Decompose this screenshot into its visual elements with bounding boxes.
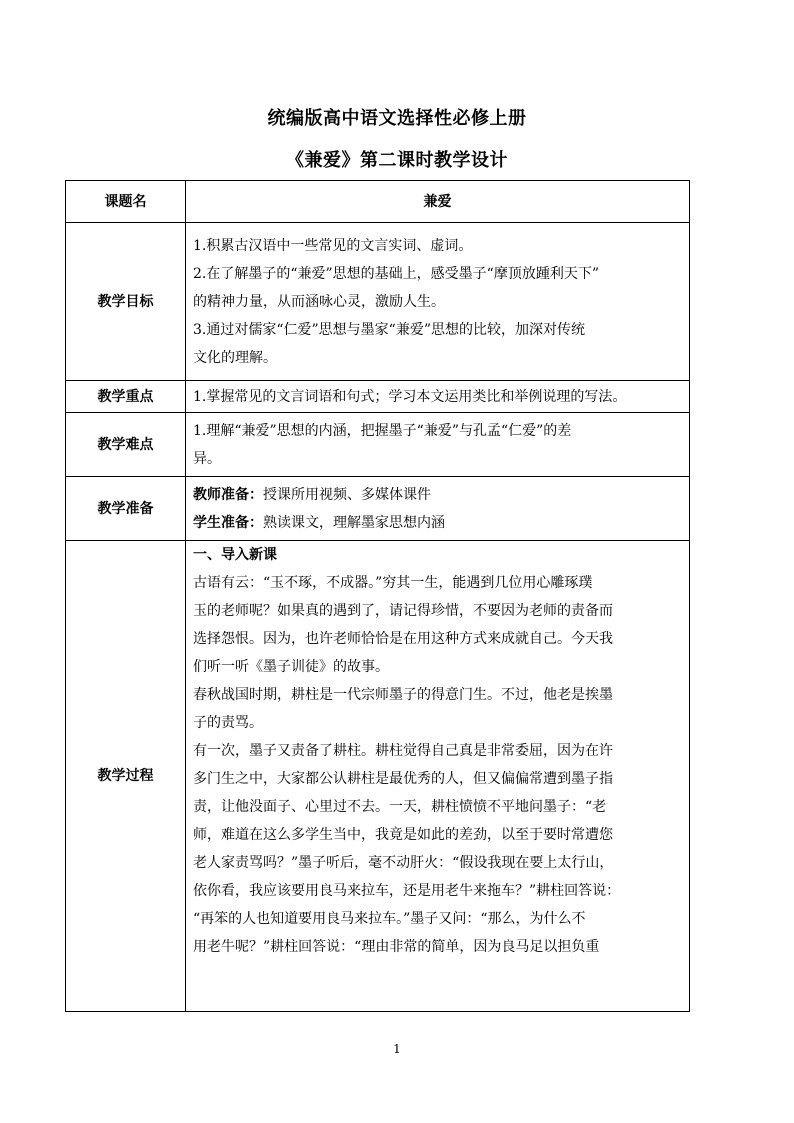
objective-line: 1.积累古汉语中一些常见的文言实词、虚词。 [193,237,473,254]
process-line: 师，难道在这么多学生当中，我竟是如此的差劲，以至于要时常遭您 [193,827,613,843]
teacher-prep-text: 授课所用视频、多媒体课件 [263,486,431,503]
objective-line: 3.通过对儒家“仁爱”思想与墨家“兼爱”思想的比较，加深对传统 [193,321,585,338]
document-title: 统编版高中语文选择性必修上册 [267,108,527,129]
page-number: 1 [393,1042,401,1056]
process-line: 选择怨恨。因为，也许老师恰恰是在用这种方式来成就自己。今天我 [193,631,613,647]
process-line: 玉的老师呢？如果真的遇到了，请记得珍惜，不要因为老师的责备而 [193,603,613,619]
difficulties-content [186,413,690,477]
process-line: 多门生之中，大家都公认耕柱是最优秀的人，但又偏偏常遭到墨子指 [193,771,613,787]
process-heading: 一、导入新课 [193,547,277,563]
process-line: 用老牛呢？”耕柱回答说：“理由非常的简单，因为良马足以担负重 [193,939,600,955]
table-row-process [66,541,690,1012]
difficulty-line: 异。 [193,450,221,467]
table-row-difficulties [66,413,690,477]
key-points-content [186,381,690,413]
process-line: “再笨的人也知道要用良马来拉车。”墨子又问：“那么，为什么不 [193,911,586,927]
process-line: 有一次，墨子又责备了耕柱。耕柱觉得自己真是非常委屈，因为在许 [193,743,613,759]
row-label-topic: 课题名 [66,181,186,223]
objective-line: 的精神力量，从而涵咏心灵，激励人生。 [193,293,445,310]
row-label-preparation: 教学准备 [66,477,186,541]
document-subtitle: 《兼爱》第二课时教学设计 [286,150,508,171]
objective-line: 2.在了解墨子的“兼爱”思想的基础上，感受墨子“摩顶放踵利天下” [193,265,599,282]
process-line: 们听一听《墨子训徒》的故事。 [193,659,389,675]
row-label-key-points: 教学重点 [66,381,186,413]
process-line: 子的责骂。 [193,715,263,731]
process-line: 古语有云：“玉不琢，不成器。”穷其一生，能遇到几位用心雕琢璞 [193,575,593,591]
table-row-topic [66,181,690,223]
process-line: 老人家责骂吗？”墨子听后，毫不动肝火：“假设我现在要上太行山， [193,855,614,871]
student-prep-key: 学生准备： [193,514,263,531]
objectives-content [186,223,690,381]
difficulty-line: 1.理解“兼爱”思想的内涵，把握墨子“兼爱”与孔孟“仁爱”的差 [193,422,572,439]
process-line: 春秋战国时期，耕柱是一代宗师墨子的得意门生。不过，他老是挨墨 [193,687,613,703]
teacher-prep-key: 教师准备： [193,486,263,503]
preparation-content [186,477,690,541]
topic-value: 兼爱 [186,181,690,223]
process-content [186,541,690,1012]
student-prep-line [193,509,683,537]
row-label-objectives: 教学目标 [66,223,186,381]
student-prep-text: 熟读课文，理解墨家思想内涵 [263,514,445,531]
row-label-difficulties: 教学难点 [66,413,186,477]
table-row-preparation [66,477,690,541]
lesson-plan-table [65,180,690,1012]
process-line: 依你看，我应该要用良马来拉车，还是用老牛来拖车？”耕柱回答说： [193,883,621,899]
teacher-prep-line [193,481,683,509]
objective-line: 文化的理解。 [193,349,277,366]
row-label-process: 教学过程 [66,541,186,1012]
process-line: 责，让他没面子、心里过不去。一天，耕柱愤愤不平地问墨子：“老 [193,799,607,815]
table-row-key-points [66,381,690,413]
key-point-line: 1.掌握常见的文言词语和句式；学习本文运用类比和举例说理的写法。 [193,388,627,405]
table-row-objectives [66,223,690,381]
